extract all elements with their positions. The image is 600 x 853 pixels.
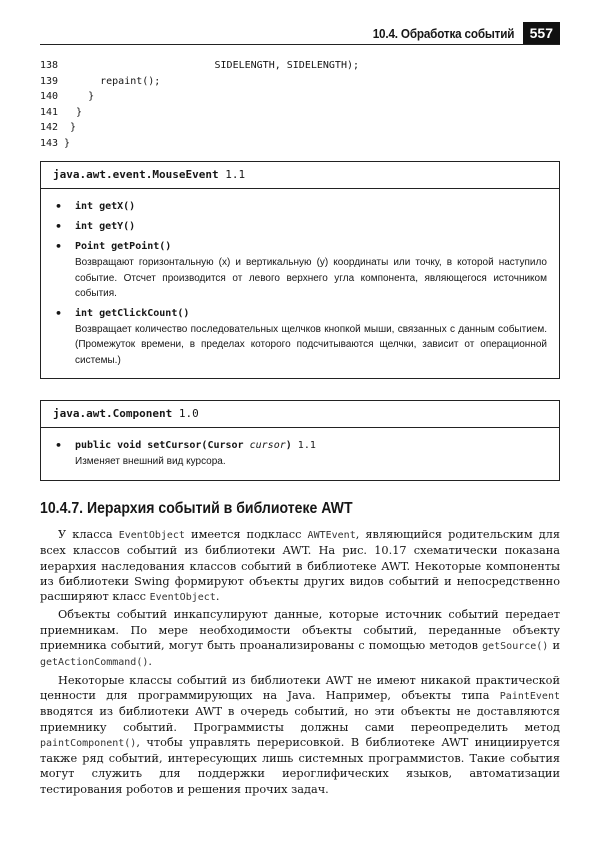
method-signature: • int getClickCount(): [53, 305, 547, 322]
api-box-body: [41, 428, 559, 480]
inline-code: PaintEvent: [499, 690, 560, 702]
method-description: Возвращают горизонтальную (x) и вертикальную (y) координаты или точку, в которой наступило событие. Отсчет производится от левого верхнего угла компонента, являющегося источником события.: [75, 257, 547, 299]
inline-code: AWTEvent: [307, 530, 356, 541]
method-signature: • int getX(): [53, 198, 547, 215]
section-heading: 10.4.7. Иерархия событий в библиотеке AWT: [40, 500, 353, 517]
signature-text: ): [285, 440, 292, 451]
inline-code: getActionCommand(): [40, 657, 149, 669]
mouse-event-api-box: [40, 161, 560, 379]
inline-code: paintComponent(): [40, 737, 137, 749]
code-line: [40, 89, 560, 105]
method-signature: • Point getPoint(): [53, 238, 547, 255]
api-method: [53, 305, 547, 369]
method-signature: [53, 437, 547, 454]
component-api-box: [40, 400, 560, 481]
page-header: [357, 22, 560, 44]
paragraph: [40, 527, 560, 605]
text-run: , чтобы управлять перерисовкой. В библиотеке AWT инициируется также ряд событий, интересующих лишь системных программистов. Такие события могут служить для поддержки иероглифических языков, автоматизации тестирования роботов и решения прочих задач.: [40, 735, 560, 796]
line-number: 139: [40, 75, 59, 87]
line-number: 140: [40, 91, 59, 102]
code-text: repaint();: [64, 75, 161, 87]
line-number: 142: [40, 122, 59, 133]
code-line: [40, 74, 560, 90]
api-class-name: java.awt.Component: [53, 407, 173, 420]
code-text: }: [64, 137, 71, 149]
inline-code: EventObject: [118, 530, 185, 541]
text-run: У класса: [58, 528, 119, 541]
code-text: }: [64, 122, 77, 133]
method-description: Возвращает количество последовательных щелчков кнопкой мыши, связанных с данным событием. (Промежуток времени, в пределах которого подсчитываются щелчки, зависит от операционной системы.): [75, 323, 547, 366]
code-line: [40, 58, 560, 74]
page-number: 557: [523, 22, 560, 44]
line-number: 141: [40, 106, 59, 118]
method-signature: • int getY(): [53, 218, 547, 235]
paragraph: [40, 673, 560, 797]
paragraph: [40, 607, 560, 670]
api-method: [53, 198, 547, 215]
api-method: [53, 437, 547, 470]
signature-text: public void setCursor(Cursor: [75, 440, 250, 451]
line-number: 138: [40, 60, 59, 71]
body-text: [40, 527, 560, 799]
text-run: .: [148, 655, 152, 669]
method-version: 1.1: [297, 440, 316, 451]
code-text: SIDELENGTH, SIDELENGTH);: [64, 60, 360, 71]
code-listing: [40, 58, 560, 151]
api-method: [53, 218, 547, 235]
text-run: вводятся из библиотеки AWT в очередь событий, но эти объекты не доставляются приемнику событий. Программисты должны сами переопределить метод: [40, 705, 560, 734]
api-box-header: [41, 401, 559, 428]
api-method: [53, 238, 547, 302]
code-line: [40, 120, 560, 136]
parameter-name: cursor: [249, 440, 286, 451]
method-description: Изменяет внешний вид курсора.: [75, 456, 226, 467]
code-line: [40, 105, 560, 121]
text-run: , являющийся родительским для всех классов событий из библиотеки AWT. На рис. 10.17 схематически показана иерархия наследования классов событий в библиотеке AWT. Некоторые компоненты из библиотеки Swing формируют объекты других видов событий и непосредственно расширяют класс: [40, 528, 560, 604]
code-line: [40, 136, 560, 152]
api-box-body: [41, 189, 559, 378]
text-run: Некоторые классы событий из библиотеки AWT не имеют никакой практической ценности для программирующих на Java. Например, объекты типа: [40, 673, 560, 702]
code-text: }: [64, 106, 83, 118]
code-text: }: [64, 91, 95, 102]
text-run: имеется подкласс: [184, 528, 308, 541]
api-class-name: java.awt.event.MouseEvent: [53, 168, 219, 181]
running-head-title: 10.4. Обработка событий: [373, 25, 515, 41]
api-version: 1.1: [225, 168, 246, 181]
api-box-header: [41, 162, 559, 189]
text-run: .: [215, 590, 220, 604]
api-version: 1.0: [178, 407, 199, 420]
inline-code: getSource(): [482, 641, 549, 653]
inline-code: EventObject: [149, 592, 216, 604]
text-run: Объекты событий инкапсулируют данные, которые источник событий передает приемникам. По мере необходимости объекты событий, переданные объекту приемника событий, могут быть проанализированы с помощью методов: [40, 608, 560, 653]
line-number: 143: [40, 137, 59, 149]
text-run: и: [548, 639, 560, 653]
header-divider: [40, 44, 560, 45]
